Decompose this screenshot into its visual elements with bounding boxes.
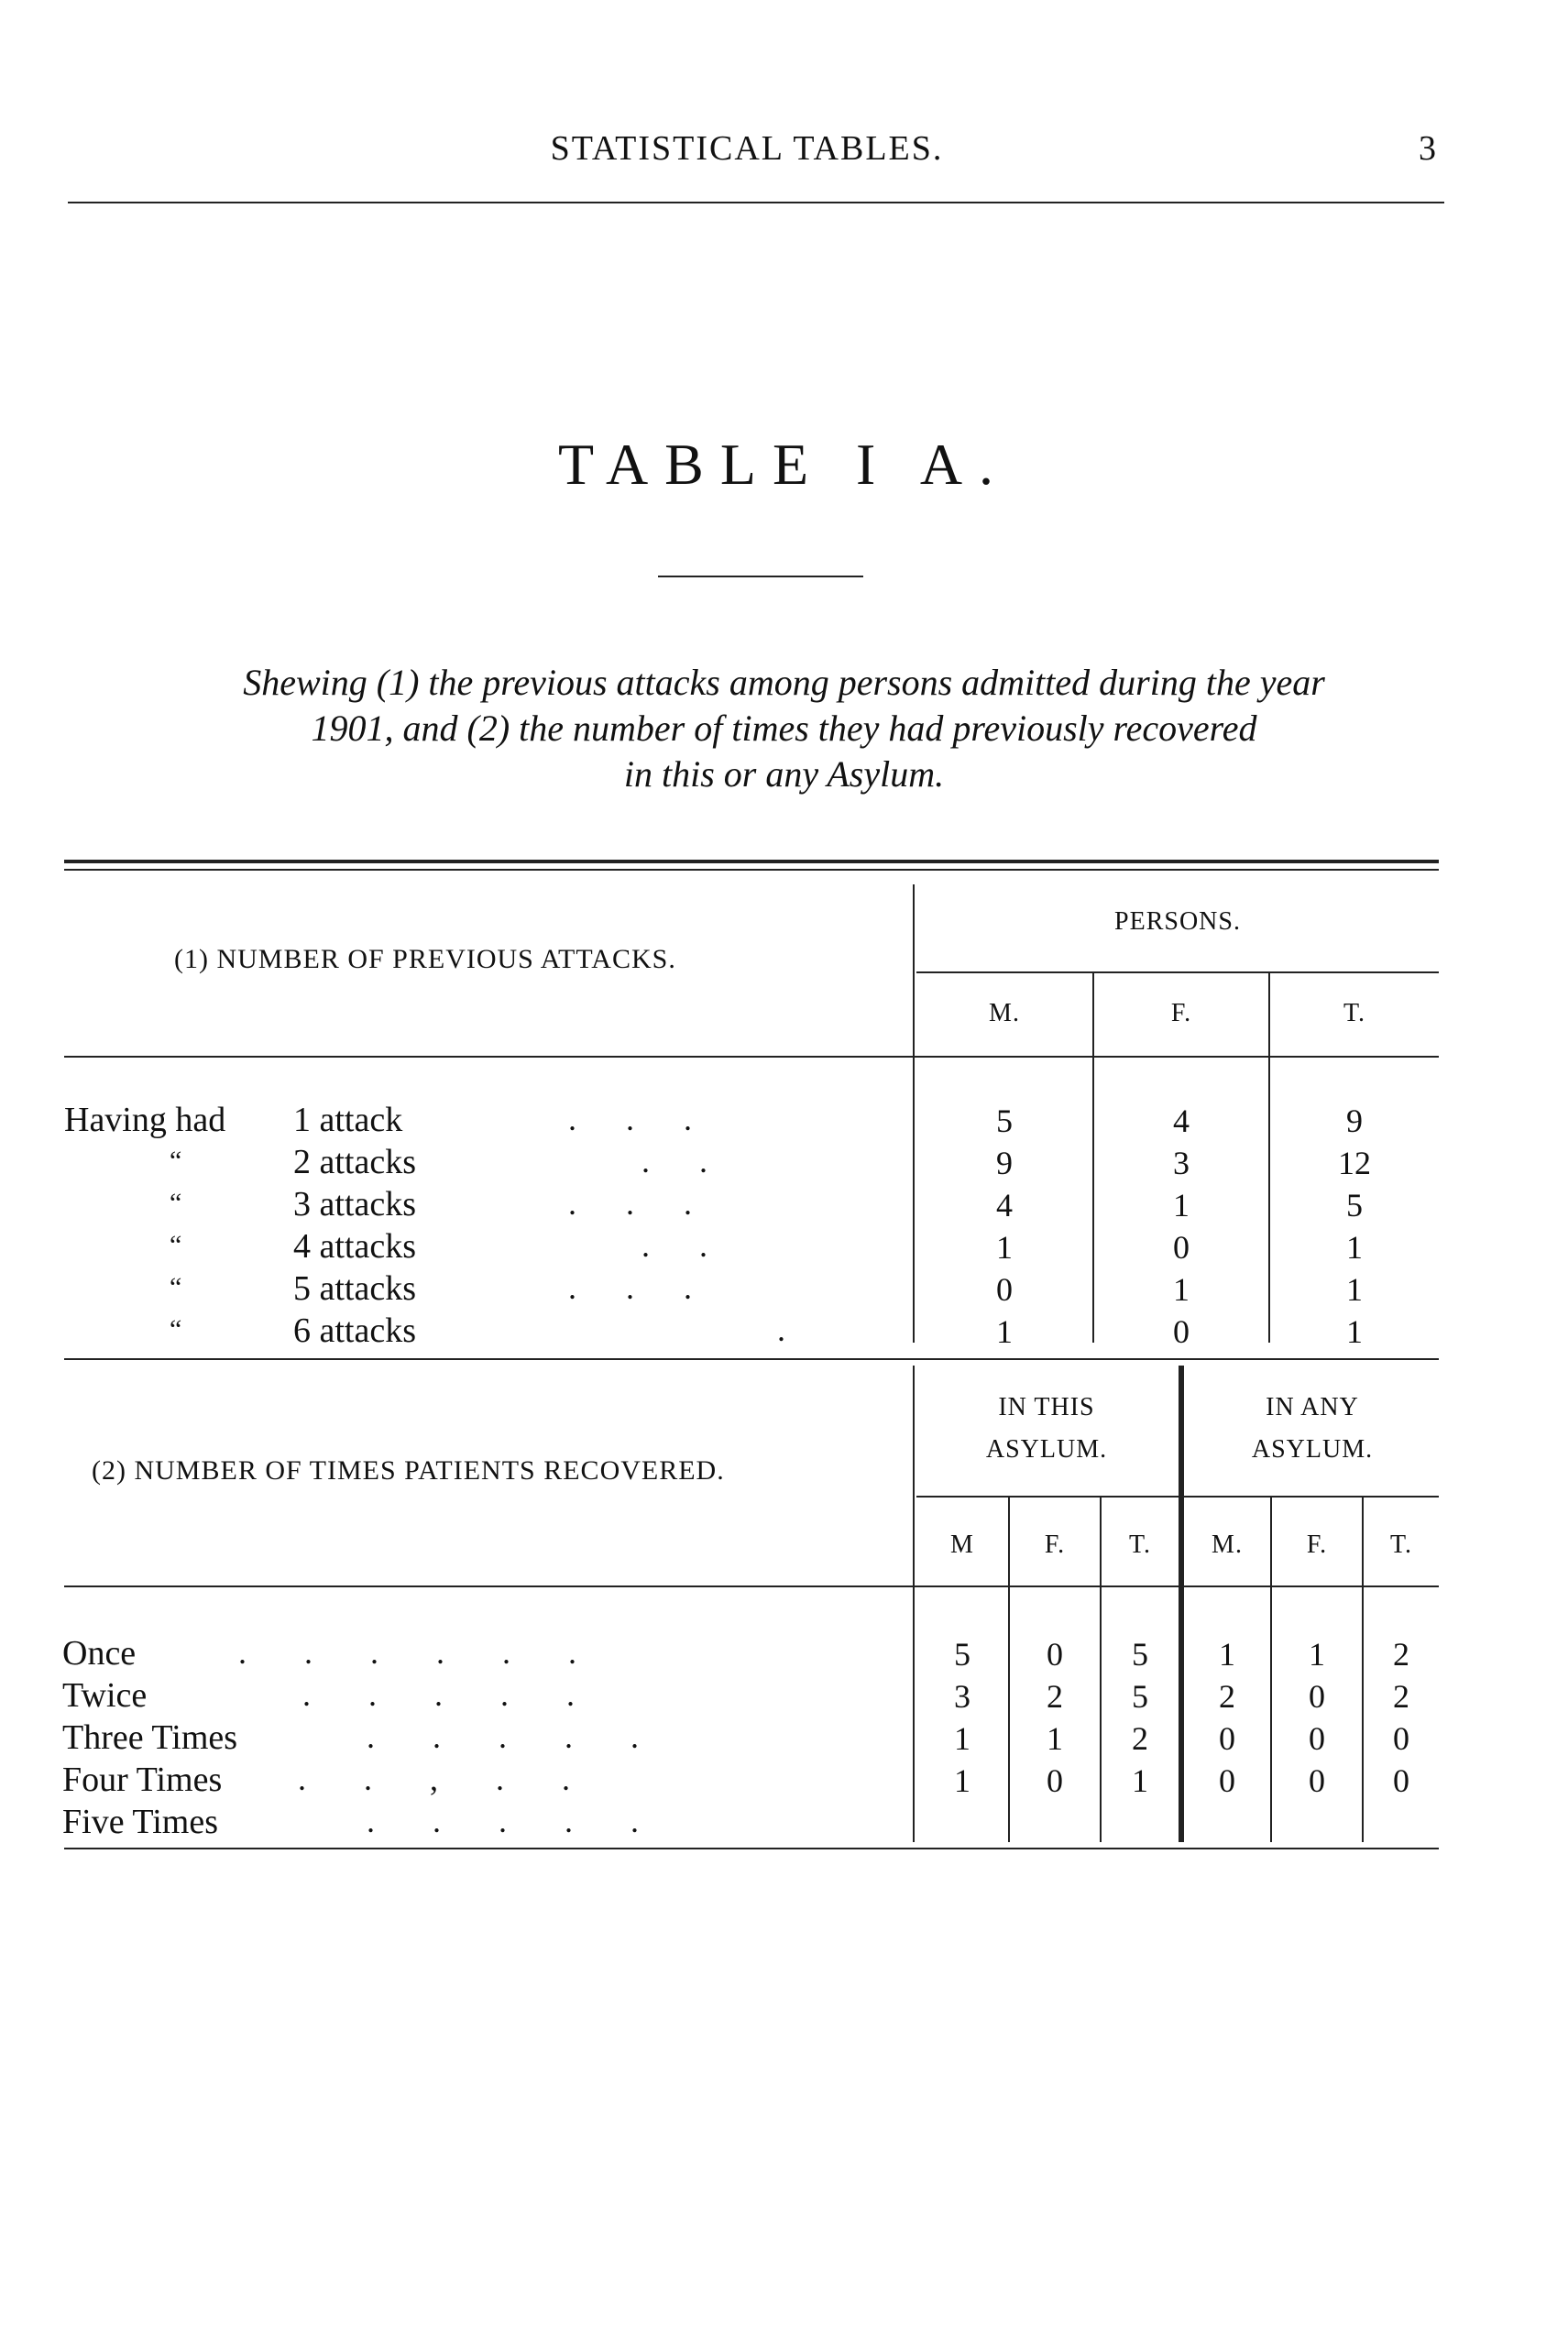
col-header-f: F.: [1170, 999, 1192, 1027]
section2-group-rule: [916, 1496, 1439, 1498]
cell-t: 1: [1346, 1229, 1363, 1266]
subtitle-line-1: Shewing (1) the previous attacks among persons admitted during the year: [243, 662, 1325, 703]
cell: 2: [1047, 1678, 1063, 1715]
s2-col-header-3: T.: [1128, 1531, 1152, 1559]
cell: 1: [1219, 1636, 1235, 1673]
section1-header-bottom-rule: [64, 1056, 1439, 1058]
cell: 2: [1219, 1678, 1235, 1715]
row-label: Once: [62, 1634, 137, 1673]
ditto-mark: “: [170, 1272, 182, 1302]
cell: 1: [1132, 1762, 1148, 1799]
section2-header-bottom-rule: [64, 1585, 1439, 1587]
s2-col-header-1: M: [950, 1531, 974, 1559]
group1-header-line1: IN THIS: [998, 1393, 1095, 1421]
running-title: STATISTICAL TABLES.: [550, 129, 944, 168]
table-title: TABLE I A.: [557, 432, 1011, 497]
cell: 1: [1309, 1636, 1325, 1673]
leader-dots: . . .: [568, 1269, 692, 1306]
cell-t: 9: [1346, 1103, 1363, 1139]
persons-header-rule: [916, 971, 1439, 973]
col-header-m: M.: [989, 999, 1020, 1027]
cell-m: 4: [996, 1187, 1013, 1223]
page-number: 3: [1419, 129, 1436, 168]
subtitle-line-3: in this or any Asylum.: [623, 753, 945, 795]
cell: 1: [1047, 1720, 1063, 1757]
s2-col-header-6: T.: [1389, 1531, 1413, 1559]
leader-dots: . . . . .: [367, 1803, 639, 1839]
cell-f: 1: [1173, 1187, 1190, 1223]
section1-divider: [913, 884, 915, 1343]
leader-dots: . . , . .: [298, 1761, 570, 1797]
s2-col-header-4: M.: [1212, 1531, 1243, 1559]
leader-dots: . . .: [568, 1101, 692, 1137]
leader-dots: . . .: [568, 1185, 692, 1222]
row-prefix: Having had: [64, 1101, 226, 1139]
cell: 2: [1132, 1720, 1148, 1757]
leader-dots: . .: [641, 1227, 707, 1264]
row-label: Three Times: [62, 1718, 238, 1757]
cell: 2: [1393, 1636, 1409, 1673]
leader-dots: . . . . .: [367, 1718, 639, 1755]
cell-f: 1: [1173, 1271, 1190, 1308]
cell: 1: [954, 1720, 970, 1757]
row-label: Five Times: [62, 1803, 219, 1841]
group2-header-line1: IN ANY: [1266, 1393, 1359, 1421]
cell: 5: [1132, 1636, 1148, 1673]
row-label: 1 attack: [293, 1101, 403, 1139]
cell: 2: [1393, 1678, 1409, 1715]
cell: 0: [1309, 1720, 1325, 1757]
table-bottom-rule: [64, 1848, 1439, 1849]
cell-t: 12: [1338, 1145, 1371, 1181]
group1-header-line2: ASYLUM.: [985, 1435, 1108, 1464]
cell-t: 1: [1346, 1271, 1363, 1308]
cell-m: 1: [996, 1313, 1013, 1350]
cell: 0: [1047, 1636, 1063, 1673]
section1-heading: (1) NUMBER OF PREVIOUS ATTACKS.: [174, 944, 676, 974]
cell-m: 9: [996, 1145, 1013, 1181]
cell-m: 0: [996, 1271, 1013, 1308]
cell: 3: [954, 1678, 970, 1715]
ditto-mark: “: [170, 1314, 182, 1344]
ditto-mark: “: [170, 1146, 182, 1176]
leader-dots: . . . . .: [302, 1676, 575, 1713]
table-top-rule: [64, 860, 1439, 863]
leader-dots: .: [777, 1311, 785, 1348]
row-label: 2 attacks: [293, 1143, 417, 1181]
cell-f: 4: [1173, 1103, 1190, 1139]
cell: 0: [1219, 1762, 1235, 1799]
cell-f: 3: [1173, 1145, 1190, 1181]
table-top-rule-2: [64, 869, 1439, 871]
section1-bottom-rule: [64, 1358, 1439, 1360]
cell: 0: [1309, 1762, 1325, 1799]
cell-t: 5: [1346, 1187, 1363, 1223]
persons-group-header: PERSONS.: [1114, 907, 1241, 936]
cell-f: 0: [1173, 1313, 1190, 1350]
cell-m: 1: [996, 1229, 1013, 1266]
col-header-t: T.: [1343, 999, 1366, 1027]
cell: 0: [1047, 1762, 1063, 1799]
leader-dots: . .: [641, 1143, 707, 1179]
ditto-mark: “: [170, 1188, 182, 1218]
row-label: 5 attacks: [293, 1269, 417, 1308]
cell-t: 1: [1346, 1313, 1363, 1350]
cell-f: 0: [1173, 1229, 1190, 1266]
row-label: Twice: [62, 1676, 148, 1715]
row-label: 4 attacks: [293, 1227, 417, 1266]
s2-col-header-5: F.: [1306, 1531, 1328, 1559]
cell: 0: [1393, 1762, 1409, 1799]
row-label: Four Times: [62, 1761, 223, 1799]
section2-divider: [913, 1366, 915, 1842]
cell: 0: [1393, 1720, 1409, 1757]
subtitle-line-2: 1901, and (2) the number of times they had previously recovered: [311, 708, 1257, 749]
s2-col-header-2: F.: [1044, 1531, 1066, 1559]
cell-m: 5: [996, 1103, 1013, 1139]
cell: 5: [954, 1636, 970, 1673]
row-label: 6 attacks: [293, 1311, 417, 1350]
group2-header-line2: ASYLUM.: [1251, 1435, 1374, 1464]
cell: 5: [1132, 1678, 1148, 1715]
ditto-mark: “: [170, 1230, 182, 1260]
cell: 1: [954, 1762, 970, 1799]
section2-heading: (2) NUMBER OF TIMES PATIENTS RECOVERED.: [92, 1455, 725, 1486]
cell: 0: [1219, 1720, 1235, 1757]
cell: 0: [1309, 1678, 1325, 1715]
leader-dots: . . . . . .: [238, 1634, 576, 1671]
row-label: 3 attacks: [293, 1185, 417, 1223]
